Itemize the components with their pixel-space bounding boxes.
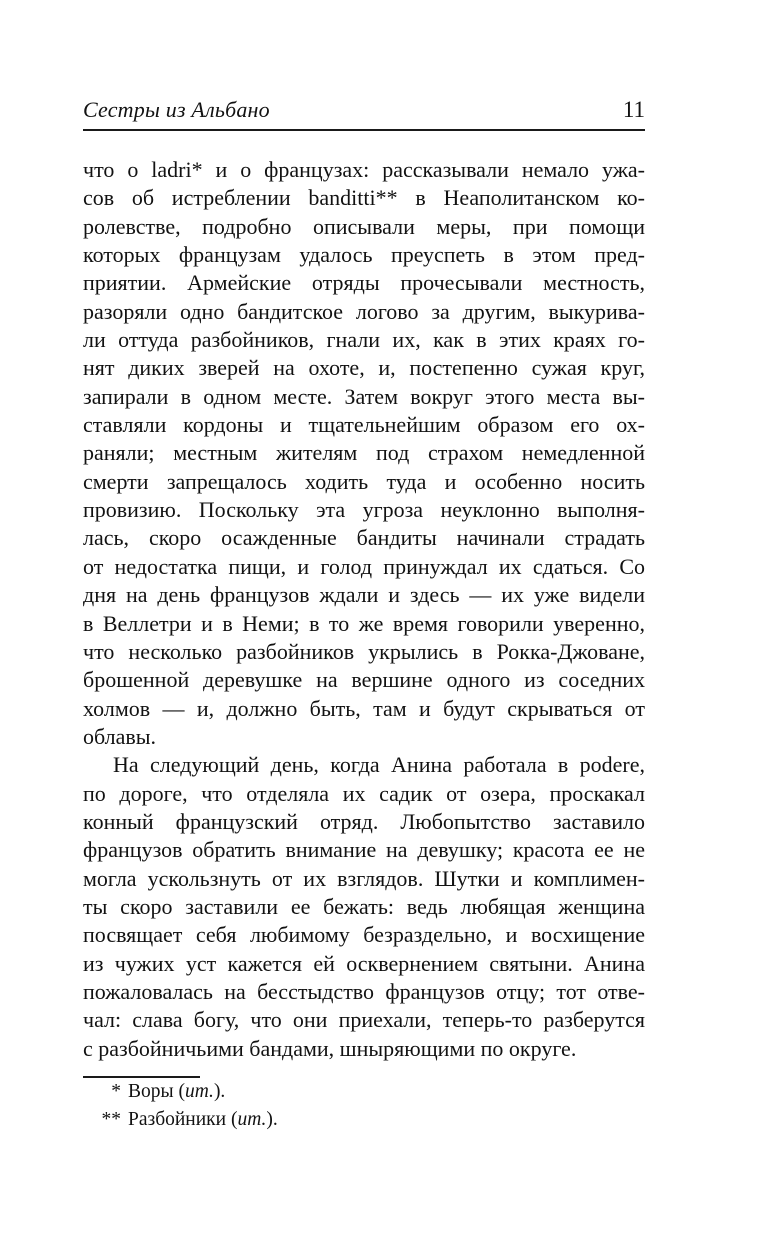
text-line: пожаловалась на бесстыдство французов отцу; тот отве- [83,978,645,1004]
text-line: с разбойничьими бандами, шныряющими по округе. [83,1035,577,1061]
footnote [83,1078,645,1106]
text-line: облавы. [83,723,157,749]
text-line: в Веллетри и в Неми; в то же время говорили уверенно, [83,610,645,636]
footnote-text: Разбойники ( [128,1109,238,1130]
page-header [83,97,645,123]
text-line: которых французам удалось преуспеть в этом пред- [83,242,645,268]
text-line: холмов — и, должно быть, там и будут скрываться от [83,695,645,721]
text-line: посвящает себя любимому безраздельно, и восхищение [83,922,645,948]
page-number: 11 [622,97,645,122]
text-line: от недостатка пищи, и голод принуждал их сдаться. Со [83,553,645,579]
text-line: На следующий день, когда Анина работала в podere, [113,752,645,778]
text-line: раняли; местным жителям под страхом немедленной [83,440,645,466]
footnote-marker: ** [101,1109,121,1130]
text-line: ставляли кордоны и тщательнейшим образом его ох- [83,412,645,438]
text-line: что несколько разбойников укрылись в Рокка-Джоване, [83,638,645,664]
text-line: чал: слава богу, что они приехали, теперь-то разберутся [83,1007,645,1033]
book-page [83,0,645,1134]
text-line: лась, скоро осажденные бандиты начинали страдать [83,525,645,551]
text-line: смерти запрещалось ходить туда и особенно носить [83,468,645,494]
text-line: ролевстве, подробно описывали меры, при помощи [83,213,645,239]
footnote-text: Воры ( [128,1081,185,1102]
text-line: разоряли одно бандитское логово за другим, выкурива- [83,298,645,324]
body-text [83,156,645,1063]
footnote-language-abbrev: ит. [237,1109,267,1130]
text-line: дня на день французов ждали и здесь — их уже видели [83,582,645,608]
text-line: ли оттуда разбойников, гнали их, как в этих краях го- [83,327,645,353]
text-line: что о ladri* и о французах: рассказывали немало ужа- [83,157,645,182]
header-rule [83,129,645,131]
running-title: Сестры из Альбано [83,97,270,122]
text-line: могла ускользнуть от их взглядов. Шутки и комплимен- [83,865,645,891]
text-line: брошенной деревушке на вершине одного из соседних [83,667,645,693]
text-line: французов обратить внимание на девушку; красота ее не [83,837,645,863]
paragraph [83,156,645,751]
text-line: провизию. Поскольку эта угроза неуклонно выполня- [83,497,645,523]
text-line: приятии. Армейские отряды прочесывали местность, [83,270,645,296]
footnote-text: ). [266,1109,278,1130]
text-line: по дороге, что отделяла их садик от озера, проскакал [83,780,645,806]
text-line: ты скоро заставили ее бежать: ведь любящая женщина [83,893,645,919]
footnote-language-abbrev: ит. [184,1081,214,1102]
text-line: нят диких зверей на охоте, и, постепенно сужая круг, [83,355,645,381]
footnotes-section [83,1076,645,1134]
footnote-marker: * [111,1081,121,1102]
text-line: конный французский отряд. Любопытство заставило [83,808,645,834]
footnote-text: ). [213,1081,226,1102]
text-line: запирали в одном месте. Затем вокруг этого места вы- [83,383,645,409]
text-line: сов об истреблении banditti** в Неаполитанском ко- [83,185,645,211]
paragraph [83,751,645,1063]
footnote [83,1106,645,1134]
text-line: из чужих уст кажется ей осквернением святыни. Анина [83,950,645,976]
